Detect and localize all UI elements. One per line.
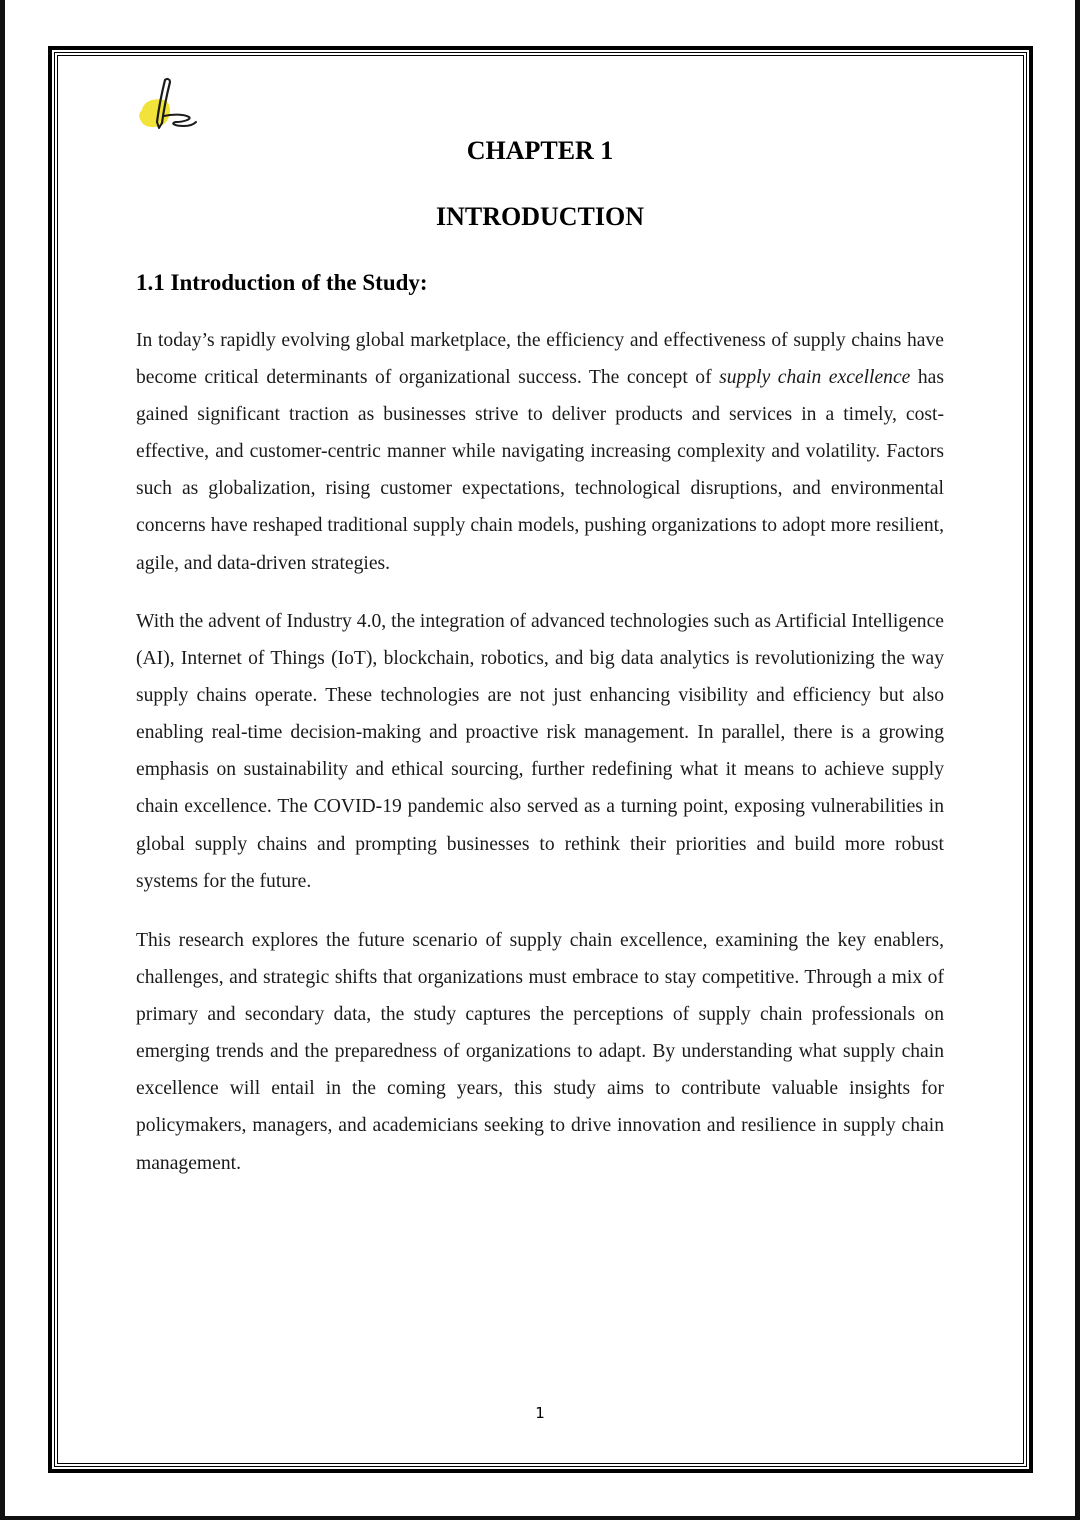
paragraph-3: This research explores the future scenario of supply chain excellence, examining the key enablers, challenges, and strategic shifts that organizations must embrace to stay competitive. Through a mix of primary and secondary data, the study captures the perceptions of supply chain professionals on emerging trends and the preparedness of organizations to adapt. By understanding what supply chain excellence will entail in the coming years, this study aims to contribute valuable insights for policymakers, managers, and academicians seeking to drive innovation and resilience in supply chain management. [136, 930, 944, 1174]
paragraph-1 [136, 322, 944, 582]
page-number: 1 [535, 1404, 545, 1422]
paragraph-1-text-start: In today’s rapidly evolving global marketplace, the efficiency and effectiveness of supply chains have become critical determinants of organizational success. The concept of [136, 330, 944, 389]
chapter-heading: CHAPTER 1 [466, 136, 614, 165]
pen-writing-icon [134, 74, 200, 134]
chapter-title: INTRODUCTION [435, 202, 645, 231]
section-heading: 1.1 Introduction of the Study: [136, 270, 428, 295]
paragraph-1-text-end: has gained significant traction as businesses strive to deliver products and services in a timely, cost-effective, and customer-centric manner while navigating increasing complexity and volatility. Factors such as globalization, rising customer expectations, technological disruptions, and environmental concerns have reshaped traditional supply chain models, pushing organizations to adopt more resilient, agile, and data-driven strategies. [136, 367, 944, 574]
paragraph-2: With the advent of Industry 4.0, the integration of advanced technologies such as Artificial Intelligence (AI), Internet of Things (IoT), blockchain, robotics, and big data analytics is revolutionizing the way supply chains operate. These technologies are not just enhancing visibility and efficiency but also enabling real-time decision-making and proactive risk management. In parallel, there is a growing emphasis on sustainability and ethical sourcing, further redefining what it means to achieve supply chain excellence. The COVID-19 pandemic also served as a turning point, exposing vulnerabilities in global supply chains and prompting businesses to rethink their priorities and build more robust systems for the future. [136, 611, 944, 892]
paragraph-1-emphasis: supply chain excellence [719, 367, 911, 389]
